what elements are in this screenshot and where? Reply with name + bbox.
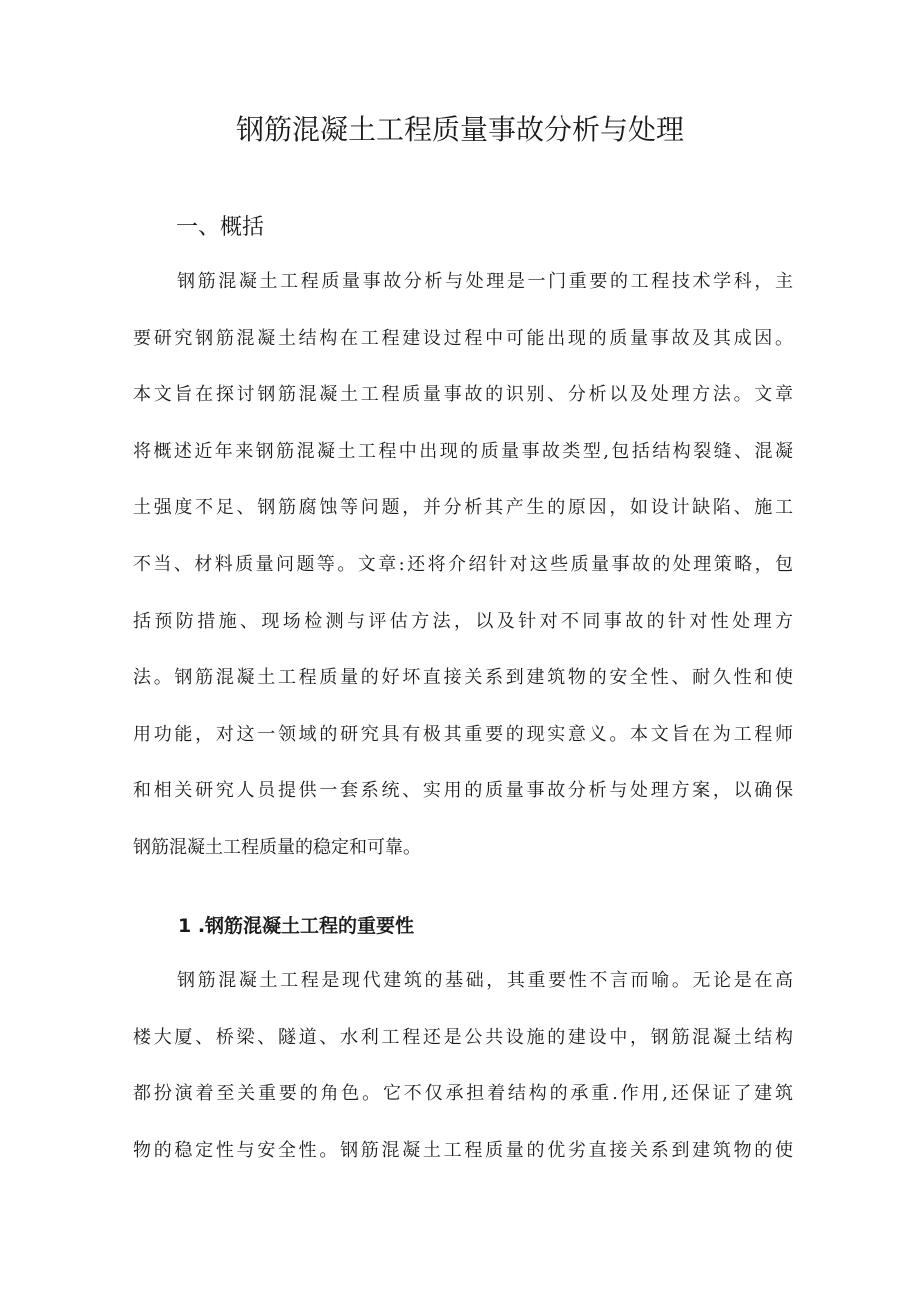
paragraph-line: 括预防措施、现场检测与评估方法，以及针对不同事故的针对性处理方	[133, 610, 793, 632]
paragraph-line: 钢筋混凝土工程质量事故分析与处理是一门重要的工程技术学科，主	[177, 271, 793, 292]
paragraph-line: 土强度不足、钢筋腐蚀等问题，并分析其产生的原因，如设计缺陷、施工	[133, 497, 793, 519]
paragraph-line: 本文旨在探讨钢筋混凝土工程质量事故的识别、分析以及处理方法。文章	[133, 384, 793, 406]
overview-paragraph	[133, 254, 793, 877]
paragraph-line: 不当、材料质量问题等。文章:还将介绍针对这些质量事故的处理策略，包	[133, 553, 793, 575]
paragraph-line: 楼大厦、桥梁、隧道、水利工程还是公共设施的建设中，钢筋混凝土结构	[133, 1026, 793, 1048]
paragraph-line: 钢筋混凝土工程是现代建筑的基础，其重要性不言而喻。无论是在高	[177, 970, 793, 991]
importance-paragraph	[133, 953, 793, 1179]
paragraph-line: 要研究钢筋混凝土结构在工程建设过程中可能出现的质量事故及其成因。	[133, 327, 793, 349]
paragraph-line: 物的稳定性与安全性。钢筋混凝土工程质量的优劣直接关系到建筑物的使	[133, 1139, 793, 1161]
paragraph-line: 钢筋混凝土工程质量的稳定和可靠。	[133, 836, 421, 858]
section-heading-importance: 1 .钢筋混凝土工程的重要性	[178, 915, 415, 937]
paragraph-line: 法。钢筋混凝土工程质量的好坏直接关系到建筑物的安全性、耐久性和使	[133, 667, 793, 689]
paragraph-line: 用功能，对这一领域的研究具有极其重要的现实意义。本文旨在为工程师	[133, 723, 793, 745]
document-title: 钢筋混凝土工程质量事故分析与处理	[235, 113, 684, 146]
paragraph-line: 将概述近年来钢筋混凝土工程中出现的质量事故类型,包括结构裂缝、混凝	[133, 440, 793, 462]
section-heading-overview: 一、概括	[176, 215, 265, 240]
paragraph-line: 和相关研究人员提供一套系统、实用的质量事故分析与处理方案，以确保	[133, 780, 793, 802]
paragraph-line: 都扮演着至关重要的角色。它不仅承担着结构的承重.作用,还保证了建筑	[133, 1083, 793, 1105]
